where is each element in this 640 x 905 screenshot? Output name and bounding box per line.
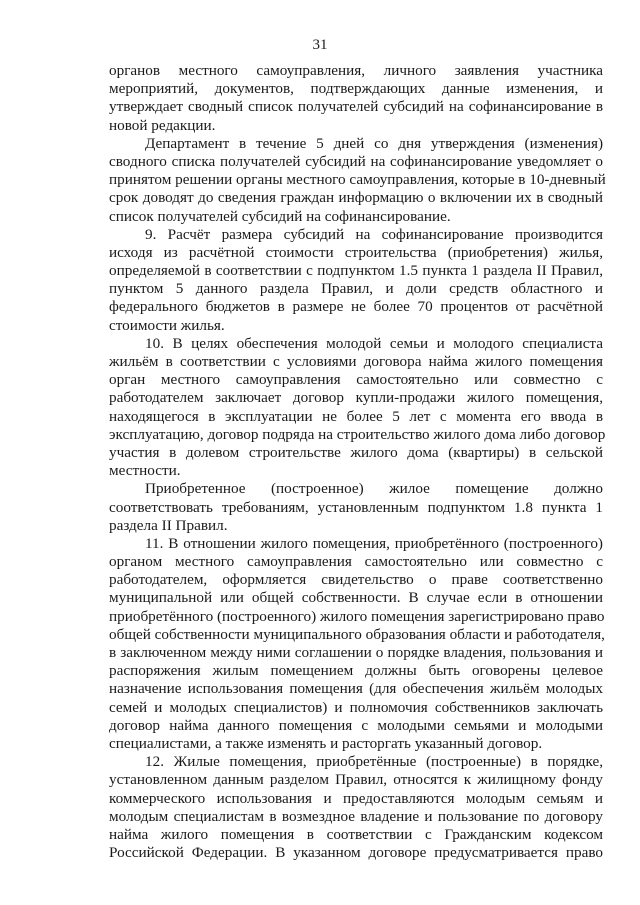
text-line: назначение использования помещения (для обеспечения жильём молодых (109, 680, 603, 698)
text-line: утверждает сводный список получателей субсидий на софинансирование в (109, 98, 603, 116)
document-body (109, 62, 606, 862)
text-line: приобретённого (построенного) жилого помещения зарегистрировано право (109, 607, 605, 625)
text-line: коммерческого использования и предоставляются молодым семьям и (109, 789, 603, 807)
text-line: местности. (109, 462, 181, 480)
text-line: установленном данным разделом Правил, относятся к жилищному фонду (109, 771, 603, 789)
text-line: федерального бюджетов в размере не более 70 процентов от расчётной (109, 298, 603, 316)
text-line: органом местного самоуправления самостоятельно или совместно с (109, 553, 603, 571)
text-line: 9. Расчёт размера субсидий на софинансирование производится (145, 225, 603, 243)
text-line: работодателем, оформляется свидетельство о праве соответственно (109, 571, 603, 589)
text-line: принятом решении органы местного самоуправления, которые в 10-дневный (109, 171, 606, 189)
text-line: в заключенном между ними соглашении о порядке владения, пользования и (109, 644, 603, 661)
text-line: находящегося в эксплуатации не более 5 лет с момента его ввода в (109, 407, 603, 425)
text-line: 12. Жилые помещения, приобретённые (построенные) в порядке, (145, 753, 603, 771)
text-line: мероприятий, документов, подтверждающих данные изменения, и (109, 80, 603, 98)
text-line: органов местного самоуправления, личного заявления участника (109, 62, 603, 79)
text-line: муниципальной или общей собственности. В случае если в отношении (109, 589, 603, 607)
text-line: работодателем заключает договор купли-продажи жилого помещения, (109, 389, 603, 407)
text-line: распоряжения жилым помещением должны быть оговорены целевое (109, 662, 603, 680)
text-line: раздела II Правил. (109, 516, 228, 534)
paragraph (109, 62, 603, 135)
text-line: новой редакции. (109, 116, 216, 134)
text-line: пунктом 5 данного раздела Правил, и доли средств областного и (109, 280, 603, 298)
text-line: специалистами, а также изменять и расторгать указанный договор. (109, 734, 543, 752)
page-number: 31 (312, 37, 328, 53)
text-line: жильём в соответствии с условиями договора найма жилого помещения (109, 353, 603, 370)
text-line: определяемой в соответствии с подпунктом 1.5 пункта 1 раздела II Правил, (109, 262, 603, 280)
paragraph (109, 134, 606, 226)
text-line: эксплуатацию, договор подряда на строительство жилого дома либо договор (109, 425, 606, 443)
paragraph (109, 226, 603, 335)
text-line: семей и молодых специалистов) и полномочия собственников заключать (109, 698, 603, 716)
paragraph (109, 535, 603, 753)
text-line: стоимости жилья. (109, 316, 225, 334)
text-line: Департамент в течение 5 дней со дня утверждения (изменения) (145, 134, 603, 152)
text-line: найма жилого помещения в соответствии с Гражданским кодексом (109, 825, 603, 843)
text-line: молодым специалистам в возмездное владение и пользование по договору (109, 807, 603, 825)
text-line: список получателей субсидий на софинансирование. (109, 207, 451, 225)
paragraph (109, 334, 606, 481)
text-line: срок доводят до сведения граждан информацию о включении их в сводный (109, 189, 603, 207)
text-line: соответствовать требованиям, установленным подпунктом 1.8 пункта 1 (109, 498, 603, 516)
text-line: сводного списка получателей субсидий на софинансирование уведомляет о (109, 152, 603, 170)
text-line: 10. В целях обеспечения молодой семьи и молодого специалиста (145, 334, 603, 352)
paragraph (109, 480, 603, 535)
text-line: 11. В отношении жилого помещения, приобретённого (построенного) (145, 534, 603, 552)
text-line: договор найма данного помещения с молодыми семьями и молодыми (109, 716, 603, 734)
text-line: Приобретенное (построенное) жилое помещение должно (145, 480, 603, 498)
text-line: исходя из расчётной стоимости строительства (приобретения) жилья, (109, 243, 603, 261)
text-line: Российской Федерации. В указанном договоре предусматривается право (109, 844, 603, 862)
text-line: орган местного самоуправления самостоятельно или совместно с (109, 371, 603, 389)
paragraph (109, 753, 603, 862)
text-line: участия в долевом строительстве жилого дома (квартиры) в сельской (109, 443, 603, 461)
text-line: общей собственности муниципального образования области и работодателя, (109, 625, 605, 643)
